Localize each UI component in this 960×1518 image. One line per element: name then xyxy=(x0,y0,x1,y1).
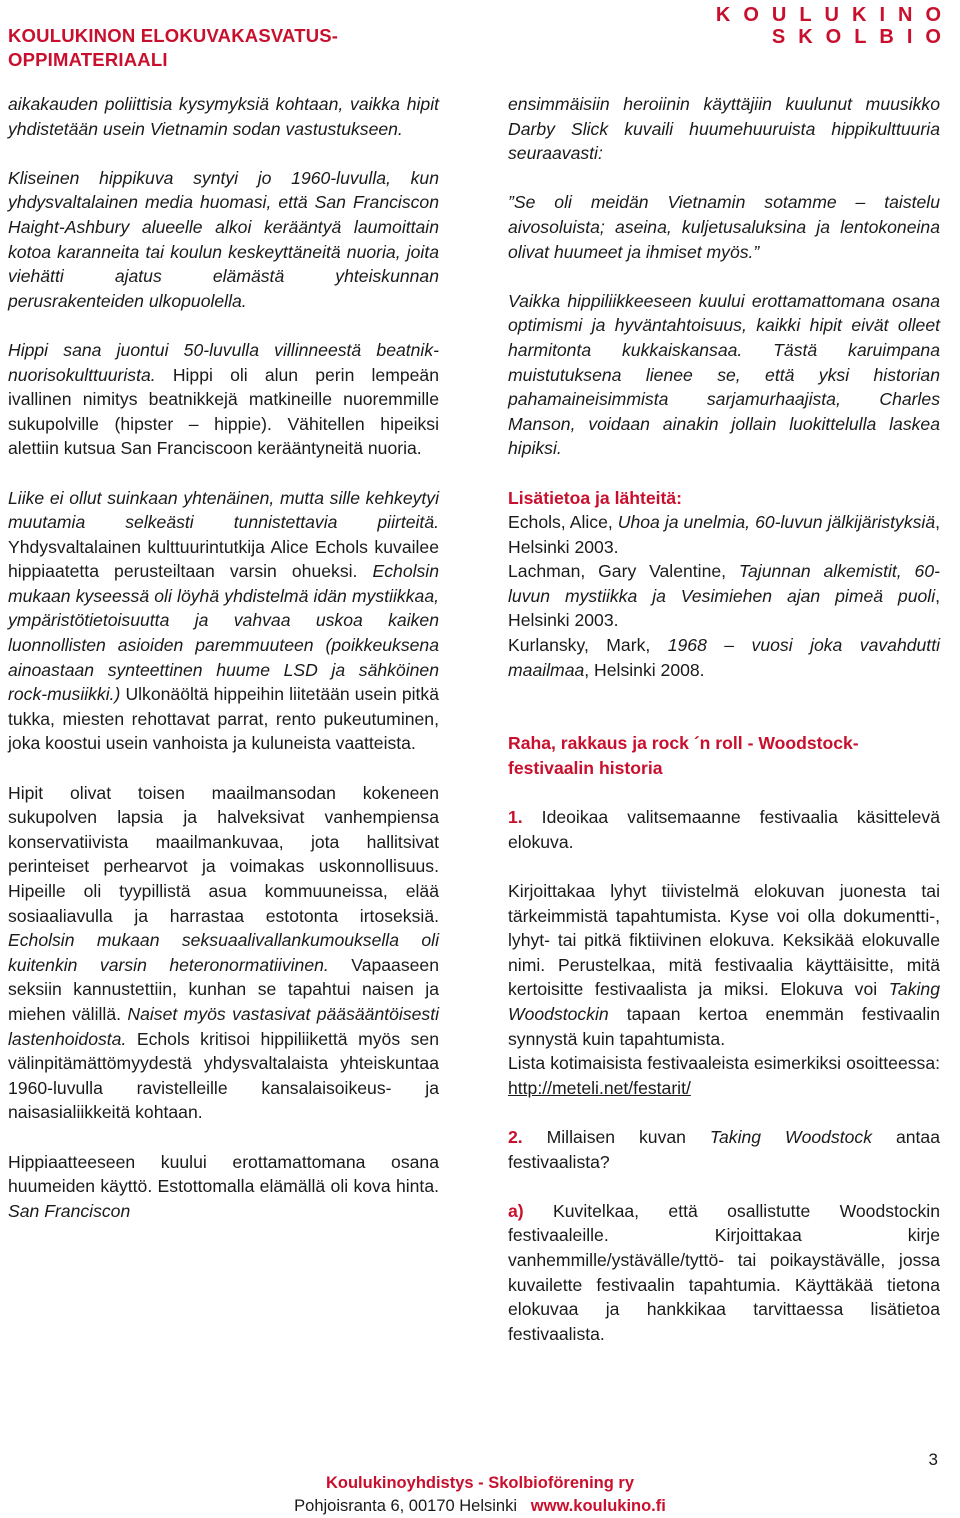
footer-address: Pohjoisranta 6, 00170 Helsinki xyxy=(294,1497,518,1515)
logo-line-2: SKOLBIO xyxy=(771,26,954,48)
page-number: 3 xyxy=(928,1450,938,1469)
festival-list-link[interactable]: http://meteli.net/festarit/ xyxy=(508,1077,691,1098)
sources-section xyxy=(508,486,940,683)
section-heading: Raha, rakkaus ja rock ´n roll - Woodstock-festivaalin historia xyxy=(508,733,859,779)
sources-heading: Lisätietoa ja lähteitä: xyxy=(508,487,683,508)
paragraph: ensimmäisiin heroiinin käyttäjiin kuulunut muusikko Darby Slick kuvaili huumehuuruista hippikulttuuria seuraavasti: xyxy=(508,94,940,164)
festival-list-note: Lista kotimaisista festivaaleista esimerkiksi osoitteessa: http://meteli.net/festarit/ xyxy=(508,1053,940,1098)
koulukino-logo xyxy=(689,4,954,48)
paragraph: Hippiaatteeseen kuului erottamattomana osana huumeiden käyttö. Estottomalla elämällä oli kova hinta. San Franciscon xyxy=(8,1151,439,1221)
right-column xyxy=(508,92,940,1346)
footer-organization: Koulukinoyhdistys - Skolbioförening ry xyxy=(325,1474,635,1492)
paragraph: Liike ei ollut suinkaan yhtenäinen, mutta sille kehkeytyi muutamia selkeästi tunnistettavia piirteitä. Yhdysvaltalainen kulttuurintutkija Alice Echols kuvailee hippiaatetta perusteiltaan varsin ohueksi. Echolsin mukaan kyseessä oli löyhä yhdistelmä idän mystiikkaa, ympäristötietoisuutta ja vahvaa uskoa kaiken luonnollisten asioiden paremmuuteen (poikkeuksena ainoastaan synteettinen huume LSD ja sähköinen rock-musiikki.) Ulkonäöltä hippeihin liitetään usein pitkä tukka, miesten rehottavat parrat, rento pukeutuminen, joka koostui usein vanhoista ja kuluneista vaatteista. xyxy=(8,487,440,754)
task-2a: a) Kuvitelkaa, että osallistutte Woodstockin festivaaleille. Kirjoittakaa kirje vanhemmille/ystävälle/tyttö- tai poikaystävälle, jossa kuvailette festivaalin tapahtumia. Käyttäkää tietona elokuvaa ja hankkikaa tarvittaessa lisätietoa festivaalista. xyxy=(508,1200,940,1344)
paragraph: aikakauden poliittisia kysymyksiä kohtaan, vaikka hipit yhdistetään usein Vietnamin sodan vastustukseen. xyxy=(8,94,439,139)
task-1: 1. Ideoikaa valitsemaanne festivaalia käsittelevä elokuva. xyxy=(508,807,940,852)
quote: ”Se oli meidän Vietnamin sotamme – taistelu aivosoluista; aseina, kuljetusaluksina ja lentokoneina olivat huumeet ja ihmiset myös.” xyxy=(508,192,940,262)
logo-line-1: KOULUKINO xyxy=(715,4,954,26)
task-1-body: Kirjoittakaa lyhyt tiivistelmä elokuvan juonesta tai tärkeimmistä tapahtumista. Kyse voi olla dokumentti-, lyhyt- tai pitkä fiktiivinen elokuva. Keksikää elokuvalle nimi. Perustelkaa, mitä festivaalia käyttäisitte, mitä kertoisitte festivaalista ja miksi. Elokuva voi Taking Woodstockin tapaan kertoa enemmän festivaalin synnystä kuin tapahtumista. xyxy=(508,881,940,1049)
document-header-title: KOULUKINON ELOKUVAKASVATUS-OPPIMATERIAALI xyxy=(8,25,339,70)
source-entry: Echols, Alice, Uhoa ja unelmia, 60-luvun jälkijäristyksiä, Helsinki 2003. xyxy=(508,512,940,557)
source-entry: Lachman, Gary Valentine, Tajunnan alkemistit, 60-luvun mystiikka ja Vesimiehen ajan pimeä puoli, Helsinki 2003. xyxy=(508,561,940,631)
task-2: 2. Millaisen kuvan Taking Woodstock antaa festivaalista? xyxy=(508,1126,940,1172)
paragraph: Vaikka hippiliikkeeseen kuului erottamattomana osana optimismi ja hyväntahtoisuus, kaikki hipit eivät olleet harmitonta kukkaiskansaa. Tästä karuimpana muistutuksena lienee se, että yksi historian pahamaineisimmista sarjamurhaajista, Charles Manson, voidaan ainakin jollain luokittelulla laskea hipiksi. xyxy=(508,290,940,459)
source-entry: Kurlansky, Mark, 1968 – vuosi joka vavahdutti maailmaa, Helsinki 2008. xyxy=(508,635,940,680)
left-column xyxy=(8,92,439,1223)
footer-contact xyxy=(0,1495,960,1518)
paragraph: Kliseinen hippikuva syntyi jo 1960-luvulla, kun yhdysvaltalainen media huomasi, että San Franciscon Haight-Ashbury alueelle alkoi kerääntyä laumoittain kotoa karanneita tai koulun keskeyttäneitä nuoria, joita viehätti ajatus elämästä yhteiskunnan perusrakenteiden ulkopuolella. xyxy=(8,167,439,311)
paragraph: Hipit olivat toisen maailmansodan kokeneen sukupolven lapsia ja halveksivat vanhempiensa konservatiivista maailmankuvaa, jota hallitsivat perinteiset perhearvot ja voimakas uskonnollisuus. Hipeille oli tyypillistä asua kommuuneissa, elää sosiaaliavulla ja harrastaa estotonta irtoseksiä. Echolsin mukaan seksuaalivallankumouksella oli kuitenkin varsin heteronormatiivinen. Vapaaseen seksiin kannustettiin, kunhan se tapahtui naisen ja miehen välillä. Naiset myös vastasivat pääsääntöisesti lastenhoidosta. Echols kritisoi hippiliikettä myös sen välinpitämättömyydestä yhdysvaltalaista yhteiskuntaa 1960-luvulla ravistelleille kansalaisoikeus- ja naisasialiikkeitä kohtaan. xyxy=(8,782,439,1123)
paragraph: Hippi sana juontui 50-luvulla villinneestä beatnik-nuorisokulttuurista. Hippi oli alun perin lempeän ivallinen nimitys beatnikkejä matkineille nuoremmille sukupolville (hipster – hippie). Vähitellen hipeiksi alettiin kutsua San Franciscoon kerääntyneitä nuoria. xyxy=(8,339,439,459)
footer-website[interactable]: www.koulukino.fi xyxy=(530,1497,666,1515)
page-footer xyxy=(0,1472,960,1518)
